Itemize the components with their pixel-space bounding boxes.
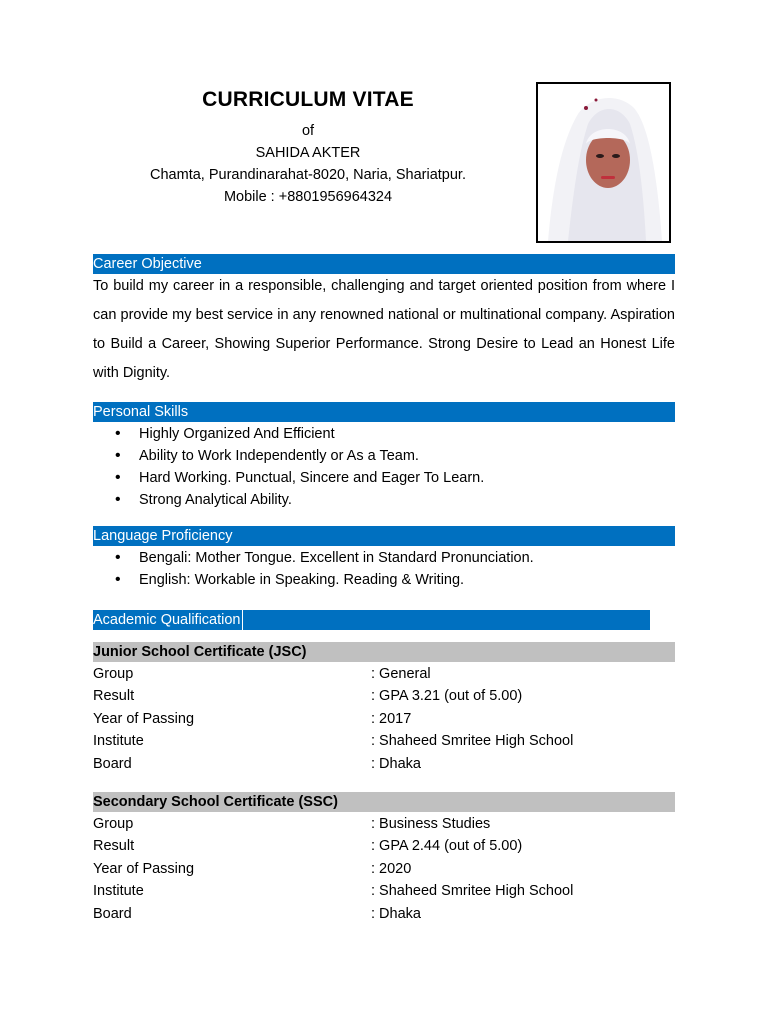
table-row (93, 835, 675, 857)
academic-qualification-heading (93, 610, 650, 630)
row-label: Institute (93, 733, 144, 750)
row-value: : Shaheed Smritee High School (371, 733, 574, 750)
table-row (93, 753, 675, 775)
career-objective-heading: Career Objective (93, 254, 675, 274)
table-row (93, 663, 675, 685)
personal-skills-heading: Personal Skills (93, 402, 675, 422)
row-value: : Shaheed Smritee High School (371, 883, 574, 900)
candidate-mobile: Mobile : +8801956964324 (223, 189, 393, 205)
list-item: • Bengali: Mother Tongue. Excellent in Standard Pronunciation. (93, 547, 673, 569)
row-label: Board (93, 905, 132, 922)
profile-photo-image (538, 84, 669, 241)
document-title: CURRICULUM VITAE (202, 88, 414, 111)
row-value: : 2020 (371, 860, 412, 877)
list-item: • Strong Analytical Ability. (93, 489, 673, 511)
list-item: • Highly Organized And Efficient (93, 423, 673, 445)
cv-header (93, 88, 523, 208)
language-list (93, 547, 673, 591)
row-value: : Business Studies (371, 816, 491, 832)
jsc-heading: Junior School Certificate (JSC) (93, 642, 675, 662)
personal-skills-list (93, 423, 673, 511)
list-item: • Hard Working. Punctual, Sincere and Eager To Learn. (93, 467, 673, 489)
row-label: Group (93, 666, 134, 682)
jsc-details (93, 663, 675, 775)
language-proficiency-heading: Language Proficiency (93, 526, 675, 546)
of-label: of (301, 123, 315, 139)
row-label: Result (93, 838, 135, 855)
career-objective-text: To build my career in a responsible, challenging and target oriented position from where I can provide my best service in any renowned national or multinational company. Aspiration to Build a Career, Showing Superior Performance. Strong Desire to Lead an Honest Life with Dignity. (93, 278, 675, 381)
ssc-heading: Secondary School Certificate (SSC) (93, 792, 675, 812)
ssc-details (93, 813, 675, 925)
row-value: : Dhaka (371, 905, 421, 922)
row-value: : 2017 (371, 710, 412, 727)
row-label: Board (93, 755, 132, 772)
table-row (93, 813, 675, 835)
candidate-address: Chamta, Purandinarahat-8020, Naria, Shariatpur. (150, 167, 466, 183)
row-value: : Dhaka (371, 755, 421, 772)
table-row (93, 730, 675, 752)
row-label: Year of Passing (93, 710, 195, 727)
row-label: Institute (93, 883, 144, 900)
profile-photo (536, 82, 671, 243)
list-item: • Ability to Work Independently or As a Team. (93, 445, 673, 467)
table-row (93, 708, 675, 730)
row-label: Result (93, 688, 135, 705)
candidate-name: SAHIDA AKTER (255, 145, 361, 161)
row-value: : GPA 3.21 (out of 5.00) (371, 688, 523, 705)
table-row (93, 903, 675, 925)
row-label: Group (93, 816, 134, 832)
table-row (93, 685, 675, 707)
table-row (93, 858, 675, 880)
table-row (93, 880, 675, 902)
list-item: • English: Workable in Speaking. Reading & Writing. (93, 569, 673, 591)
row-value: : General (371, 666, 431, 682)
academic-heading-label: Academic Qualification (93, 612, 241, 628)
row-value: : GPA 2.44 (out of 5.00) (371, 838, 523, 855)
row-label: Year of Passing (93, 860, 195, 877)
